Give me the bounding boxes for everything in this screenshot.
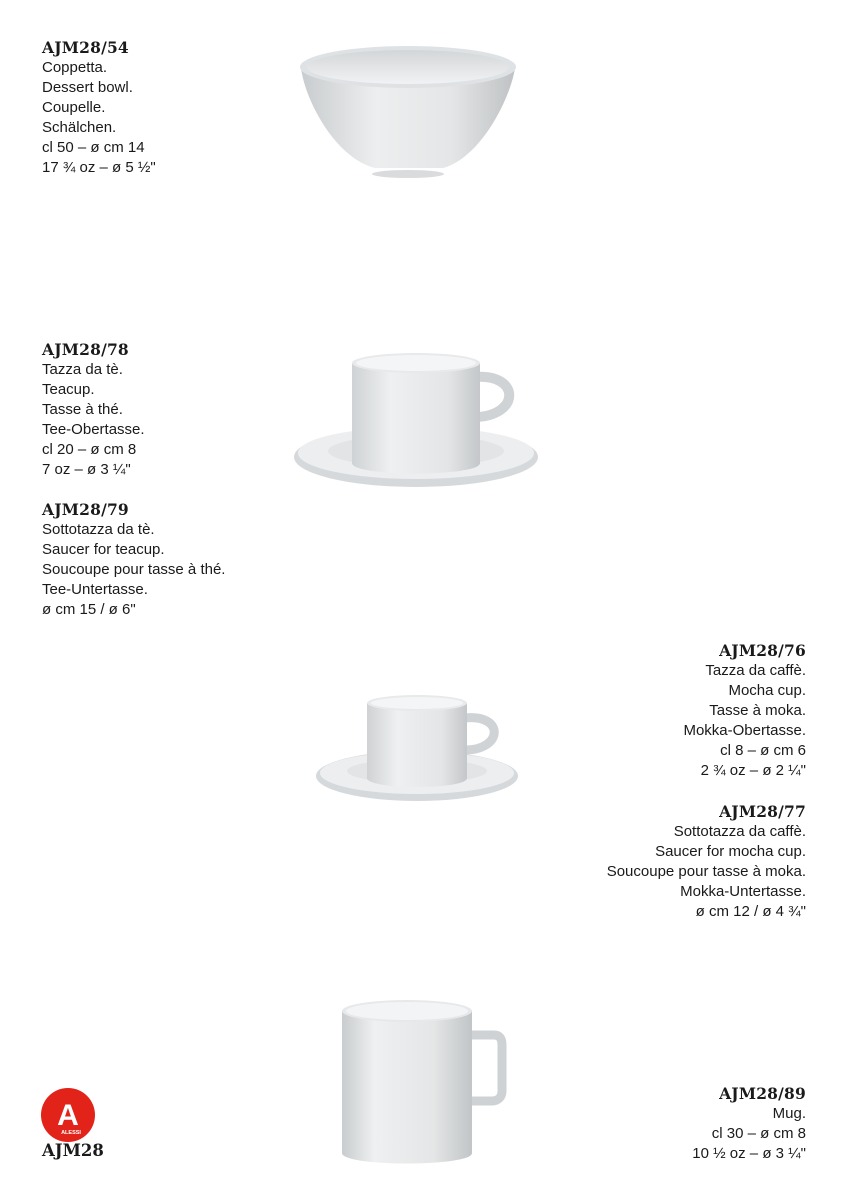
- product-desc-fr: Soucoupe pour tasse à moka.: [606, 863, 806, 880]
- product-ajm28-78: [42, 340, 145, 480]
- product-size-imperial: 17 ¾ oz – ø 5 ½": [42, 159, 156, 176]
- product-size: ø cm 12 / ø 4 ¾": [695, 903, 806, 920]
- product-ajm28-76: [683, 641, 806, 781]
- product-desc-fr: Tasse à moka.: [709, 702, 806, 719]
- product-code: AJM28/76: [719, 641, 806, 660]
- alessi-logo: [41, 1088, 95, 1142]
- product-desc-fr: Tasse à thé.: [42, 401, 123, 418]
- product-size-imperial: 10 ½ oz – ø 3 ¼": [692, 1145, 806, 1162]
- product-desc-it: Tazza da tè.: [42, 361, 123, 378]
- mug-image: [328, 995, 508, 1170]
- product-size-imperial: 2 ¾ oz – ø 2 ¼": [700, 762, 806, 779]
- product-size-metric: cl 8 – ø cm 6: [720, 742, 806, 759]
- product-desc-de: Tee-Untertasse.: [42, 581, 148, 598]
- product-ajm28-79: [42, 500, 225, 620]
- product-desc-it: Tazza da caffè.: [705, 662, 806, 679]
- teacup-and-saucer-image: [292, 345, 544, 495]
- product-size-imperial: 7 oz – ø 3 ¼": [42, 461, 131, 478]
- product-desc-fr: Coupelle.: [42, 99, 106, 116]
- product-desc-it: Sottotazza da caffè.: [673, 823, 806, 840]
- product-code: AJM28/78: [42, 340, 129, 359]
- product-code: AJM28/77: [719, 802, 806, 821]
- product-code: AJM28/89: [719, 1084, 806, 1103]
- product-desc-de: Tee-Obertasse.: [42, 421, 145, 438]
- product-desc-en: Mocha cup.: [728, 682, 806, 699]
- product-desc-en: Dessert bowl.: [42, 79, 133, 96]
- product-desc-en: Teacup.: [42, 381, 95, 398]
- product-ajm28-54: [42, 38, 156, 178]
- product-size: ø cm 15 / ø 6": [42, 601, 136, 618]
- logo-text: ALESSI: [61, 1130, 81, 1136]
- product-ajm28-77: [607, 802, 806, 922]
- product-desc-en: Saucer for teacup.: [42, 541, 165, 558]
- product-ajm28-89: [692, 1084, 806, 1164]
- product-desc-de: Mokka-Obertasse.: [683, 722, 806, 739]
- product-desc-en: Saucer for mocha cup.: [655, 843, 806, 860]
- product-desc-it: Sottotazza da tè.: [42, 521, 155, 538]
- logo-letter: A: [57, 1099, 79, 1132]
- product-desc-de: Mokka-Untertasse.: [680, 883, 806, 900]
- product-desc-de: Schälchen.: [42, 119, 117, 136]
- product-desc-it: Coppetta.: [42, 59, 108, 76]
- product-desc: Mug.: [772, 1105, 806, 1122]
- product-size-metric: cl 50 – ø cm 14: [42, 139, 145, 156]
- product-code: AJM28/54: [42, 38, 129, 57]
- product-code: AJM28/79: [42, 500, 129, 519]
- dessert-bowl-image: [295, 40, 520, 180]
- product-desc-fr: Soucoupe pour tasse à thé.: [42, 561, 226, 578]
- mocha-cup-and-saucer-image: [315, 688, 521, 808]
- product-size-metric: cl 20 – ø cm 8: [42, 441, 137, 458]
- product-size-metric: cl 30 – ø cm 8: [711, 1125, 806, 1142]
- collection-code: AJM28: [42, 1141, 104, 1160]
